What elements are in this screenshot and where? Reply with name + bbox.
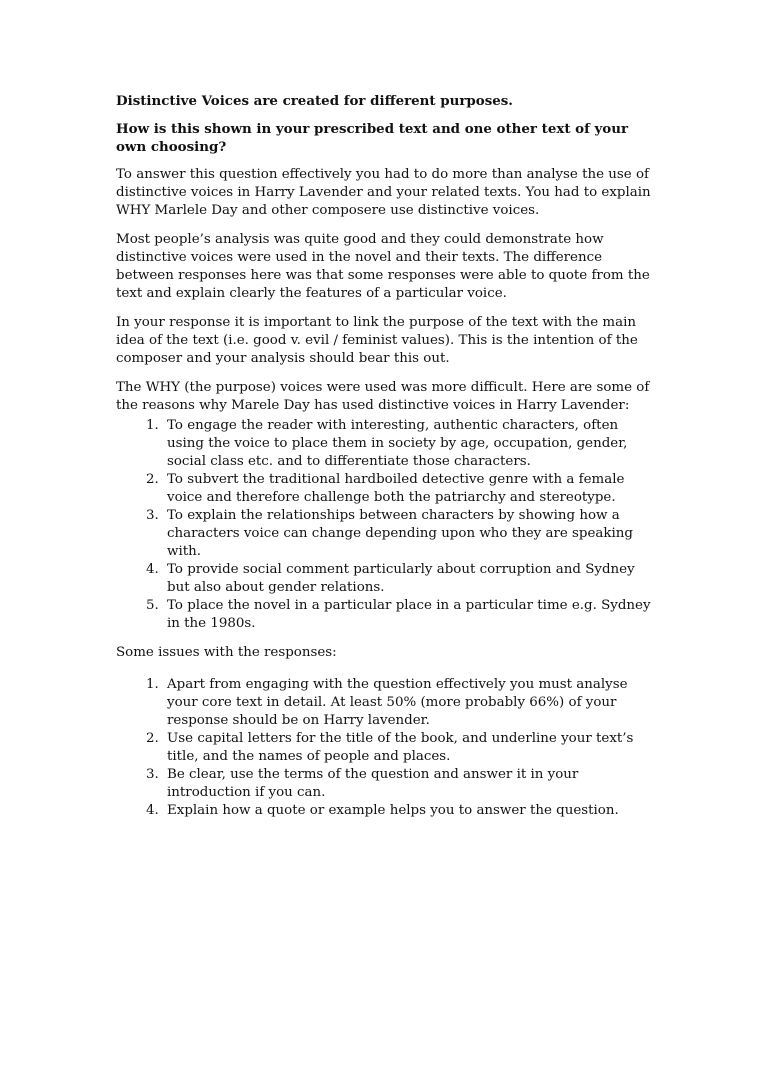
issues-intro: Some issues with the responses: — [116, 645, 337, 660]
document-title: Distinctive Voices are created for different purposes. — [116, 93, 513, 109]
list-item: 1. To engage the reader with interesting, authentic characters, often using the voice to place them in society by age, occupation, gender, social class etc. and to differentiate those characters. — [163, 417, 656, 471]
list-item: 1. Apart from engaging with the question effectively you must analyse your core text in detail. At least 50% (more probably 66%) of your response should be on Harry lavender. — [163, 676, 656, 730]
paragraph-4: The WHY (the purpose) voices were used was more difficult. Here are some of the reasons why Marele Day has used distinctive voices in Harry Lavender: — [116, 380, 650, 413]
list-item: 2. To subvert the traditional hardboiled detective genre with a female voice and therefore challenge both the patriarchy and stereotype. — [163, 471, 656, 507]
list-item: 2. Use capital letters for the title of the book, and underline your text’s title, and the names of people and places. — [163, 730, 656, 766]
list-item: 4. Explain how a quote or example helps you to answer the question. — [163, 802, 656, 820]
list-item: 3. To explain the relationships between characters by showing how a characters voice can change depending upon who they are speaking with. — [163, 507, 656, 561]
essay-question: How is this shown in your prescribed text and one other text of your own choosing? — [116, 121, 629, 155]
list-item: 5. To place the novel in a particular place in a particular time e.g. Sydney in the 1980s. — [163, 597, 656, 633]
list-item: 3. Be clear, use the terms of the question and answer it in your introduction if you can. — [163, 766, 656, 802]
issues-list — [116, 676, 656, 820]
paragraph-3: In your response it is important to link the purpose of the text with the main idea of the text (i.e. good v. evil / feminist values). This is the intention of the composer and your analysis should bear this out. — [116, 315, 638, 366]
paragraph-1: To answer this question effectively you had to do more than analyse the use of distinctive voices in Harry Lavender and your related texts. You had to explain WHY Marlele Day and other composere use distinctive voices. — [116, 167, 651, 218]
document-page — [116, 92, 656, 831]
list-item: 4. To provide social comment particularly about corruption and Sydney but also about gender relations. — [163, 561, 656, 597]
paragraph-2: Most people’s analysis was quite good and they could demonstrate how distinctive voices were used in the novel and their texts. The difference between responses here was that some responses were able to quote from the text and explain clearly the features of a particular voice. — [116, 232, 650, 301]
reasons-list — [116, 417, 656, 633]
